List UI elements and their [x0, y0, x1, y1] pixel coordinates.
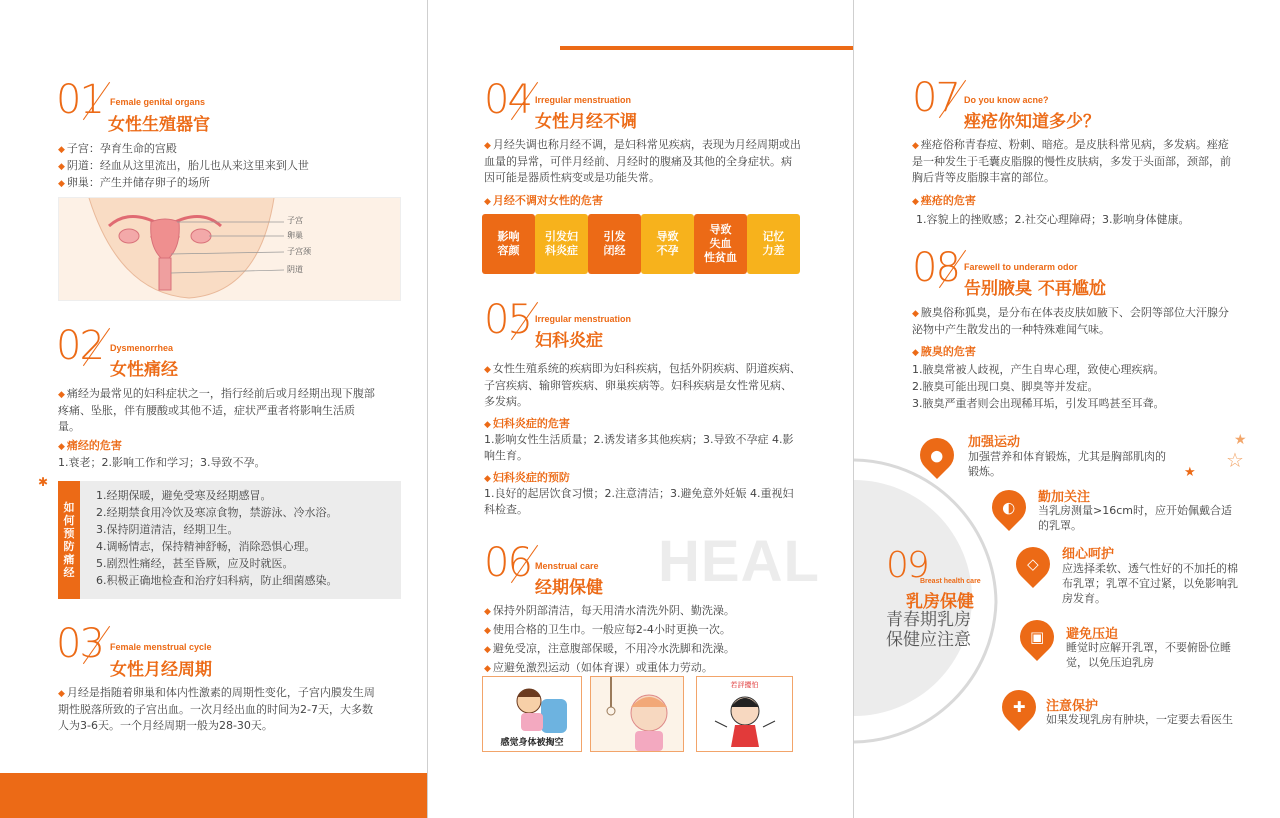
panel-right: [854, 0, 1280, 818]
harm-box: 引发 闭经: [588, 214, 641, 274]
organ-list: [58, 141, 398, 192]
tip-title: 勤加关注: [1038, 490, 1091, 505]
list-item: 1.腋臭常被人歧视，产生自卑心理，致使心理疾病。: [912, 363, 1165, 376]
section-title: 告别腋臭 不再尴尬: [964, 279, 1106, 299]
harm-title: ◆ 腋臭的危害: [912, 345, 976, 358]
list-item: 2.腋臭可能出现口臭、脚臭等并发症。: [912, 380, 1099, 393]
dysmenorrhea-text: ◆ 痛经为最常见的妇科症状之一，指行经前后或月经期出现下腹部疼痛、坠胀，伴有腰酸或其他不适，症状严重者将影响生活质量。: [58, 387, 375, 433]
medical-icon: ✚: [995, 683, 1043, 731]
list-item: ◆ 阴道：经血从这里流出，胎儿也从来这里来到人世: [58, 159, 309, 172]
cartoon-caption: 感觉身体被掏空: [500, 738, 564, 748]
tired-girl-illustration: [483, 677, 583, 739]
prevent-text: 1.良好的起居饮食习惯；2.注意清洁；3.避免意外妊娠 4.重视妇科检查。: [484, 487, 794, 516]
diagram-label: 子宫颈: [287, 247, 311, 256]
measure-icon: ◐: [985, 483, 1033, 531]
harm-text: 1.衰老；2.影响工作和学习；3.导致不孕。: [58, 456, 266, 469]
section-en-title: Irregular menstruation: [535, 314, 632, 324]
harm-box: 影响 容颜: [482, 214, 535, 274]
odor-text: ◆ 腋臭俗称狐臭，是分布在体表皮肤如腋下、会阴等部位大汗腺分泌物中产生散发出的一种特殊难闻气味。: [912, 306, 1229, 336]
cartoon-tired: [482, 676, 582, 752]
inflammation-text: ◆ 女性生殖系统的疾病即为妇科疾病，包括外阴疾病、阴道疾病、子宫疾病、输卵管疾病、卵巢疾病等。妇科疾病是女性常见病、多发病。: [484, 362, 801, 408]
section-number: 02: [56, 323, 103, 369]
section-en-title: Dysmenorrhea: [110, 343, 174, 353]
star-icon: ★: [1234, 432, 1247, 448]
section-number: 07: [912, 75, 959, 121]
harm-text: 1.容貌上的挫败感；2.社交心理障碍；3.影响身体健康。: [916, 213, 1190, 226]
panel-left: [0, 0, 427, 818]
top-accent-bar: [560, 46, 853, 50]
tip-text: 应选择柔软、透气性好的不加托的棉布乳罩；乳罩不宜过紧，以免影响乳房发育。: [1062, 562, 1238, 605]
diagram-label: 阴道: [287, 265, 303, 274]
list-item: 3.腋臭严重者则会出现稀耳垢，引发耳鸣甚至耳聋。: [912, 397, 1165, 410]
anatomy-diagram: [58, 197, 401, 301]
harm-box: 导致 失血 性贫血: [694, 214, 747, 274]
section-number: 05: [484, 297, 531, 343]
prevent-title: ◆ 妇科炎症的预防: [484, 471, 570, 484]
list-item: 5.剧烈性痛经，甚至昏厥，应及时就医。: [96, 557, 294, 570]
star-icon: ✱: [38, 475, 49, 489]
section-en-title: Farewell to underarm odor: [964, 262, 1078, 272]
section-en-title: Female genital organs: [110, 97, 206, 107]
list-item: ◆ 卵巢：产生并储存卵子的场所: [58, 176, 210, 189]
section-title: 女性月经周期: [110, 660, 212, 680]
list-item: 1.经期保暖，避免受寒及经期感冒。: [96, 489, 272, 502]
uterus-illustration: [59, 198, 401, 301]
list-item: ◆ 应避免激烈运动（如体育课）或重体力劳动。: [484, 661, 713, 674]
list-item: ◆ 使用合格的卫生巾。一般应每2-4小时更换一次。: [484, 623, 731, 636]
harm-title: ◆ 痛经的危害: [58, 439, 122, 452]
harm-box: 导致 不孕: [641, 214, 694, 274]
section-number: 01: [56, 77, 103, 123]
list-item: 3.保持阴道清洁，经期卫生。: [96, 523, 239, 536]
section-en-title: Irregular menstruation: [535, 95, 632, 105]
cold-girl-illustration: [591, 677, 685, 753]
tip-text: 当乳房测量>16cm时，应开始佩戴合适的乳罩。: [1038, 504, 1232, 532]
cartoon-cold: [590, 676, 684, 752]
section-title: 妇科炎症: [535, 331, 603, 351]
tip-title: 注意保护: [1046, 699, 1099, 714]
watermark: HEAL: [658, 529, 820, 594]
cycle-text: ◆ 月经是指随着卵巢和体内性激素的周期性变化，子宫内膜发生周期性脱落所致的子宫出血。一次月经出血的时间为2-7天，大多数人为3-6天。一个月经周期一般为28-30天。: [58, 686, 375, 732]
exercise-icon: ●: [913, 431, 961, 479]
tip-text: 睡觉时应解开乳罩，不要俯卧位睡觉，以免压迫乳房: [1066, 641, 1231, 669]
section-number: 09: [886, 545, 928, 586]
slogan-line: 保健应注意: [886, 630, 971, 650]
list-item: 6.积极正确地检查和治疗妇科病，防止细菌感染。: [96, 574, 338, 587]
section-number: 06: [484, 540, 531, 586]
irregular-text: ◆ 月经失调也称月经不调，是妇科常见疾病，表现为月经周期或出血量的异常，可伴月经前、月经时的腹痛及其他的全身症状。病因可能是器质性病变或是功能失常。: [484, 138, 801, 184]
section-title: 女性生殖器官: [108, 115, 210, 135]
section-title: 女性痛经: [110, 360, 178, 380]
harm-list: [912, 361, 1252, 412]
section-en-title: Breast health care: [920, 578, 981, 585]
panel-middle: [428, 0, 853, 818]
tip-title: 加强运动: [968, 435, 1021, 450]
star-icon: ★: [1184, 465, 1196, 480]
care-icon: ◇: [1009, 540, 1057, 588]
harm-box: 引发妇 科炎症: [535, 214, 588, 274]
tip-title: 避免压迫: [1066, 627, 1119, 642]
harm-title: ◆ 痤疮的危害: [912, 194, 976, 207]
section-number: 04: [484, 77, 531, 123]
section-title: 痤疮你知道多少？: [964, 112, 1100, 132]
list-item: ◆ 避免受凉，注意腹部保暖，不用冷水洗脚和洗澡。: [484, 642, 735, 655]
section-number: 08: [912, 245, 959, 291]
diagram-label: 子宫: [287, 216, 303, 225]
section-title: 乳房保健: [906, 592, 974, 612]
harm-text: 1.影响女性生活质量；2.诱发诸多其他疾病；3.导致不孕症 4.影响生育。: [484, 433, 794, 462]
list-item: ◆ 保持外阴部清洁，每天用清水清洗外阴、勤洗澡。: [484, 604, 735, 617]
list-item: ◆ 子宫：孕育生命的宫殿: [58, 142, 177, 155]
harm-box: 记忆 力差: [747, 214, 800, 274]
sleep-icon: ▣: [1013, 613, 1061, 661]
slogan-line: 青春期乳房: [886, 610, 971, 630]
cartoon-headache: [696, 676, 793, 752]
acne-text: ◆ 痤疮俗称青春痘、粉刺、暗疮。是皮肤科常见病，多发病。痤疮是一种发生于毛囊皮脂腺的慢性皮肤病，多发于头面部，颈部，前胸后背等皮脂腺丰富的部位。: [912, 138, 1231, 184]
section-title: 经期保健: [535, 578, 603, 598]
section-number: 03: [56, 621, 103, 667]
bottom-bar: [0, 773, 427, 818]
diagram-label: 卵巢: [287, 231, 303, 240]
list-item: 4.调畅情志，保持精神舒畅，消除恐惧心理。: [96, 540, 316, 553]
harm-title: ◆ 月经不调对女性的危害: [484, 194, 603, 207]
section-en-title: Do you know acne?: [964, 95, 1049, 105]
harm-title: ◆ 妇科炎症的危害: [484, 417, 570, 430]
prevention-label: 如何预防痛经: [58, 481, 80, 599]
section-title: 女性月经不调: [535, 112, 637, 132]
care-list: [484, 602, 824, 678]
cartoon-caption: 若評擾怕: [730, 681, 759, 689]
star-icon: ☆: [1226, 448, 1244, 472]
prevention-list: [96, 487, 396, 589]
tip-text: 加强营养和体育锻炼，尤其是胸部肌肉的锻炼。: [968, 450, 1166, 478]
tip-title: 细心呵护: [1062, 547, 1115, 562]
section-en-title: Female menstrual cycle: [110, 642, 212, 652]
list-item: 2.经期禁食用冷饮及寒凉食物，禁游泳、冷水浴。: [96, 506, 338, 519]
section-en-title: Menstrual care: [535, 561, 599, 571]
prevention-box: [58, 481, 401, 599]
tip-text: 如果发现乳房有肿块，一定要去看医生: [1046, 713, 1233, 726]
